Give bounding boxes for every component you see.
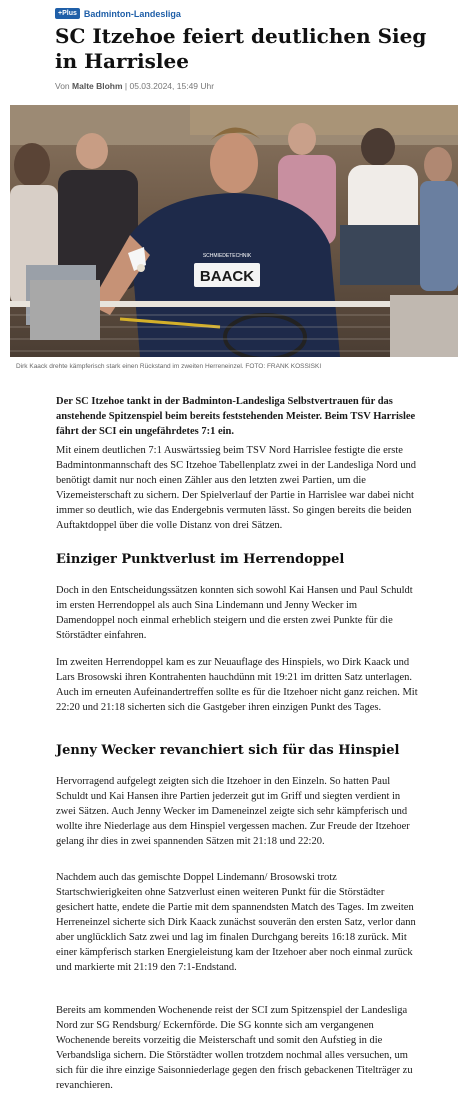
byline-prefix: Von	[55, 81, 73, 91]
byline	[55, 81, 214, 91]
article-lead: Der SC Itzehoe tankt in der Badminton-Landesliga Selbstvertrauen für das anstehende Spitzenspiel beim bereits feststehenden Meister. Beim TSV Harrislee fährt der SCI ein ungefährdetes 7:1 ein.	[56, 396, 416, 437]
paragraph-3: Im zweiten Herrendoppel kam es zur Neuauflage des Hinspiels, wo Dirk Kaack und Lars Brosowski ihren Kontrahenten hauchdünn mit 19:21 im dritten Satz unterlagen. Auch im erneuten Aufeinandertreffen sollte es für die Itzehoer nicht ganz reichen. Mit 22:20 und 21:18 sicherten sich die Gastgeber ihren einzigen Punkt des Tages.	[56, 657, 418, 713]
article-title: SC Itzehoe feiert deutlichen Sieg in Harrislee	[55, 24, 427, 73]
kicker-label[interactable]: Badminton-Landesliga	[83, 8, 181, 19]
paragraph-4: Hervorragend aufgelegt zeigten sich die Itzehoer in den Einzeln. So hatten Paul Schuldt und Kai Hansen ihre Partien jederzeit gut im Griff und siegten verdient in zwei Sätzen. Auch Jenny Wecker im Dameneinzel zeigte sich sehr kämpferisch und wollte ihre Niederlage aus dem Hinspiel vergessen machen. Zur Freude der Itzehoer gelang ihr dies in zwei spannenden Sätzen mit 21:18 und 22:20.	[56, 776, 410, 847]
paragraph-1: Mit einem deutlichen 7:1 Auswärtssieg beim TSV Nord Harrislee festigte die erste Badmintonmannschaft des SC Itzehoe Tabellenplatz zwei in der Landesliga Nord und benötigt damit nur noch einen Zähler aus den letzten zwei Partien, um die Vizemeisterschaft zu sichern. Der Spielverlauf der Partie in Harrislee war dabei nicht immer so deutlich, wie das Endergebnis vermuten lässt. So gingen bereits die beiden Auftaktdoppel über die volle Distanz von drei Sätzen.	[56, 445, 417, 531]
paragraph-5: Nachdem auch das gemischte Doppel Lindemann/ Brosowski trotz Startschwierigkeiten ohne Satzverlust einen weiteren Punkt für die Störstädter gesichert hatte, endete die Partie mit dem spannendsten Match des Tages. Im zweiten Herreneinzel sicherte sich Dirk Kaack zunächst souverän den ersten Satz, verlor dann aber unglücklich Satz zwei und lag im finalen Durchgang bereits 16:18 zurück. Mit einer kämpferisch starken Energieleistung kam der Itzehoer aber noch einmal zurück und markierte mit 21:19 den 7:1-Endstand.	[56, 872, 416, 973]
publish-date: | 05.03.2024, 15:49 Uhr	[122, 81, 215, 91]
article-photo[interactable]	[10, 105, 458, 357]
subhead-1: Einziger Punktverlust im Herrendoppel	[56, 552, 345, 567]
photo-caption: Dirk Kaack drehte kämpferisch stark einen Rückstand im zweiten Herreneinzel. FOTO: FRANK KOSSISKI	[16, 363, 322, 370]
subhead-2: Jenny Wecker revanchiert sich für das Hinspiel	[56, 743, 400, 758]
badminton-photo-illustration	[10, 105, 458, 357]
paragraph-2: Doch in den Entscheidungssätzen konnten sich sowohl Kai Hansen und Paul Schuldt im ersten Herrendoppel als auch Sina Lindemann und Jenny Wecker im Damendoppel noch einmal erheblich steigern und die ersten zwei Punkte für die Störstädter einfahren.	[56, 585, 413, 641]
paragraph-6: Bereits am kommenden Wochenende reist der SCI zum Spitzenspiel der Landesliga Nord zur SG Rendsburg/ Eckernförde. Die SG konnte sich am vergangenen Wochenende bereits vorzeitig die Meisterschaft und somit den Aufstieg in die Verbandsliga sichern. Die Störstädter wollen trotzdem nochmal alles versuchen, um sich für die ihre einzige Saisonniederlage gegen den frisch gebackenen Titelträger zu revanchieren.	[56, 1005, 413, 1091]
author-link[interactable]: Malte Blohm	[72, 81, 123, 91]
article-kicker[interactable]	[55, 8, 181, 19]
jersey-text-baack: BAACK	[199, 268, 255, 285]
plus-badge: +Plus	[55, 8, 80, 19]
jersey-text-schmiedetechnik: SCHMIEDETECHNIK	[202, 253, 252, 259]
